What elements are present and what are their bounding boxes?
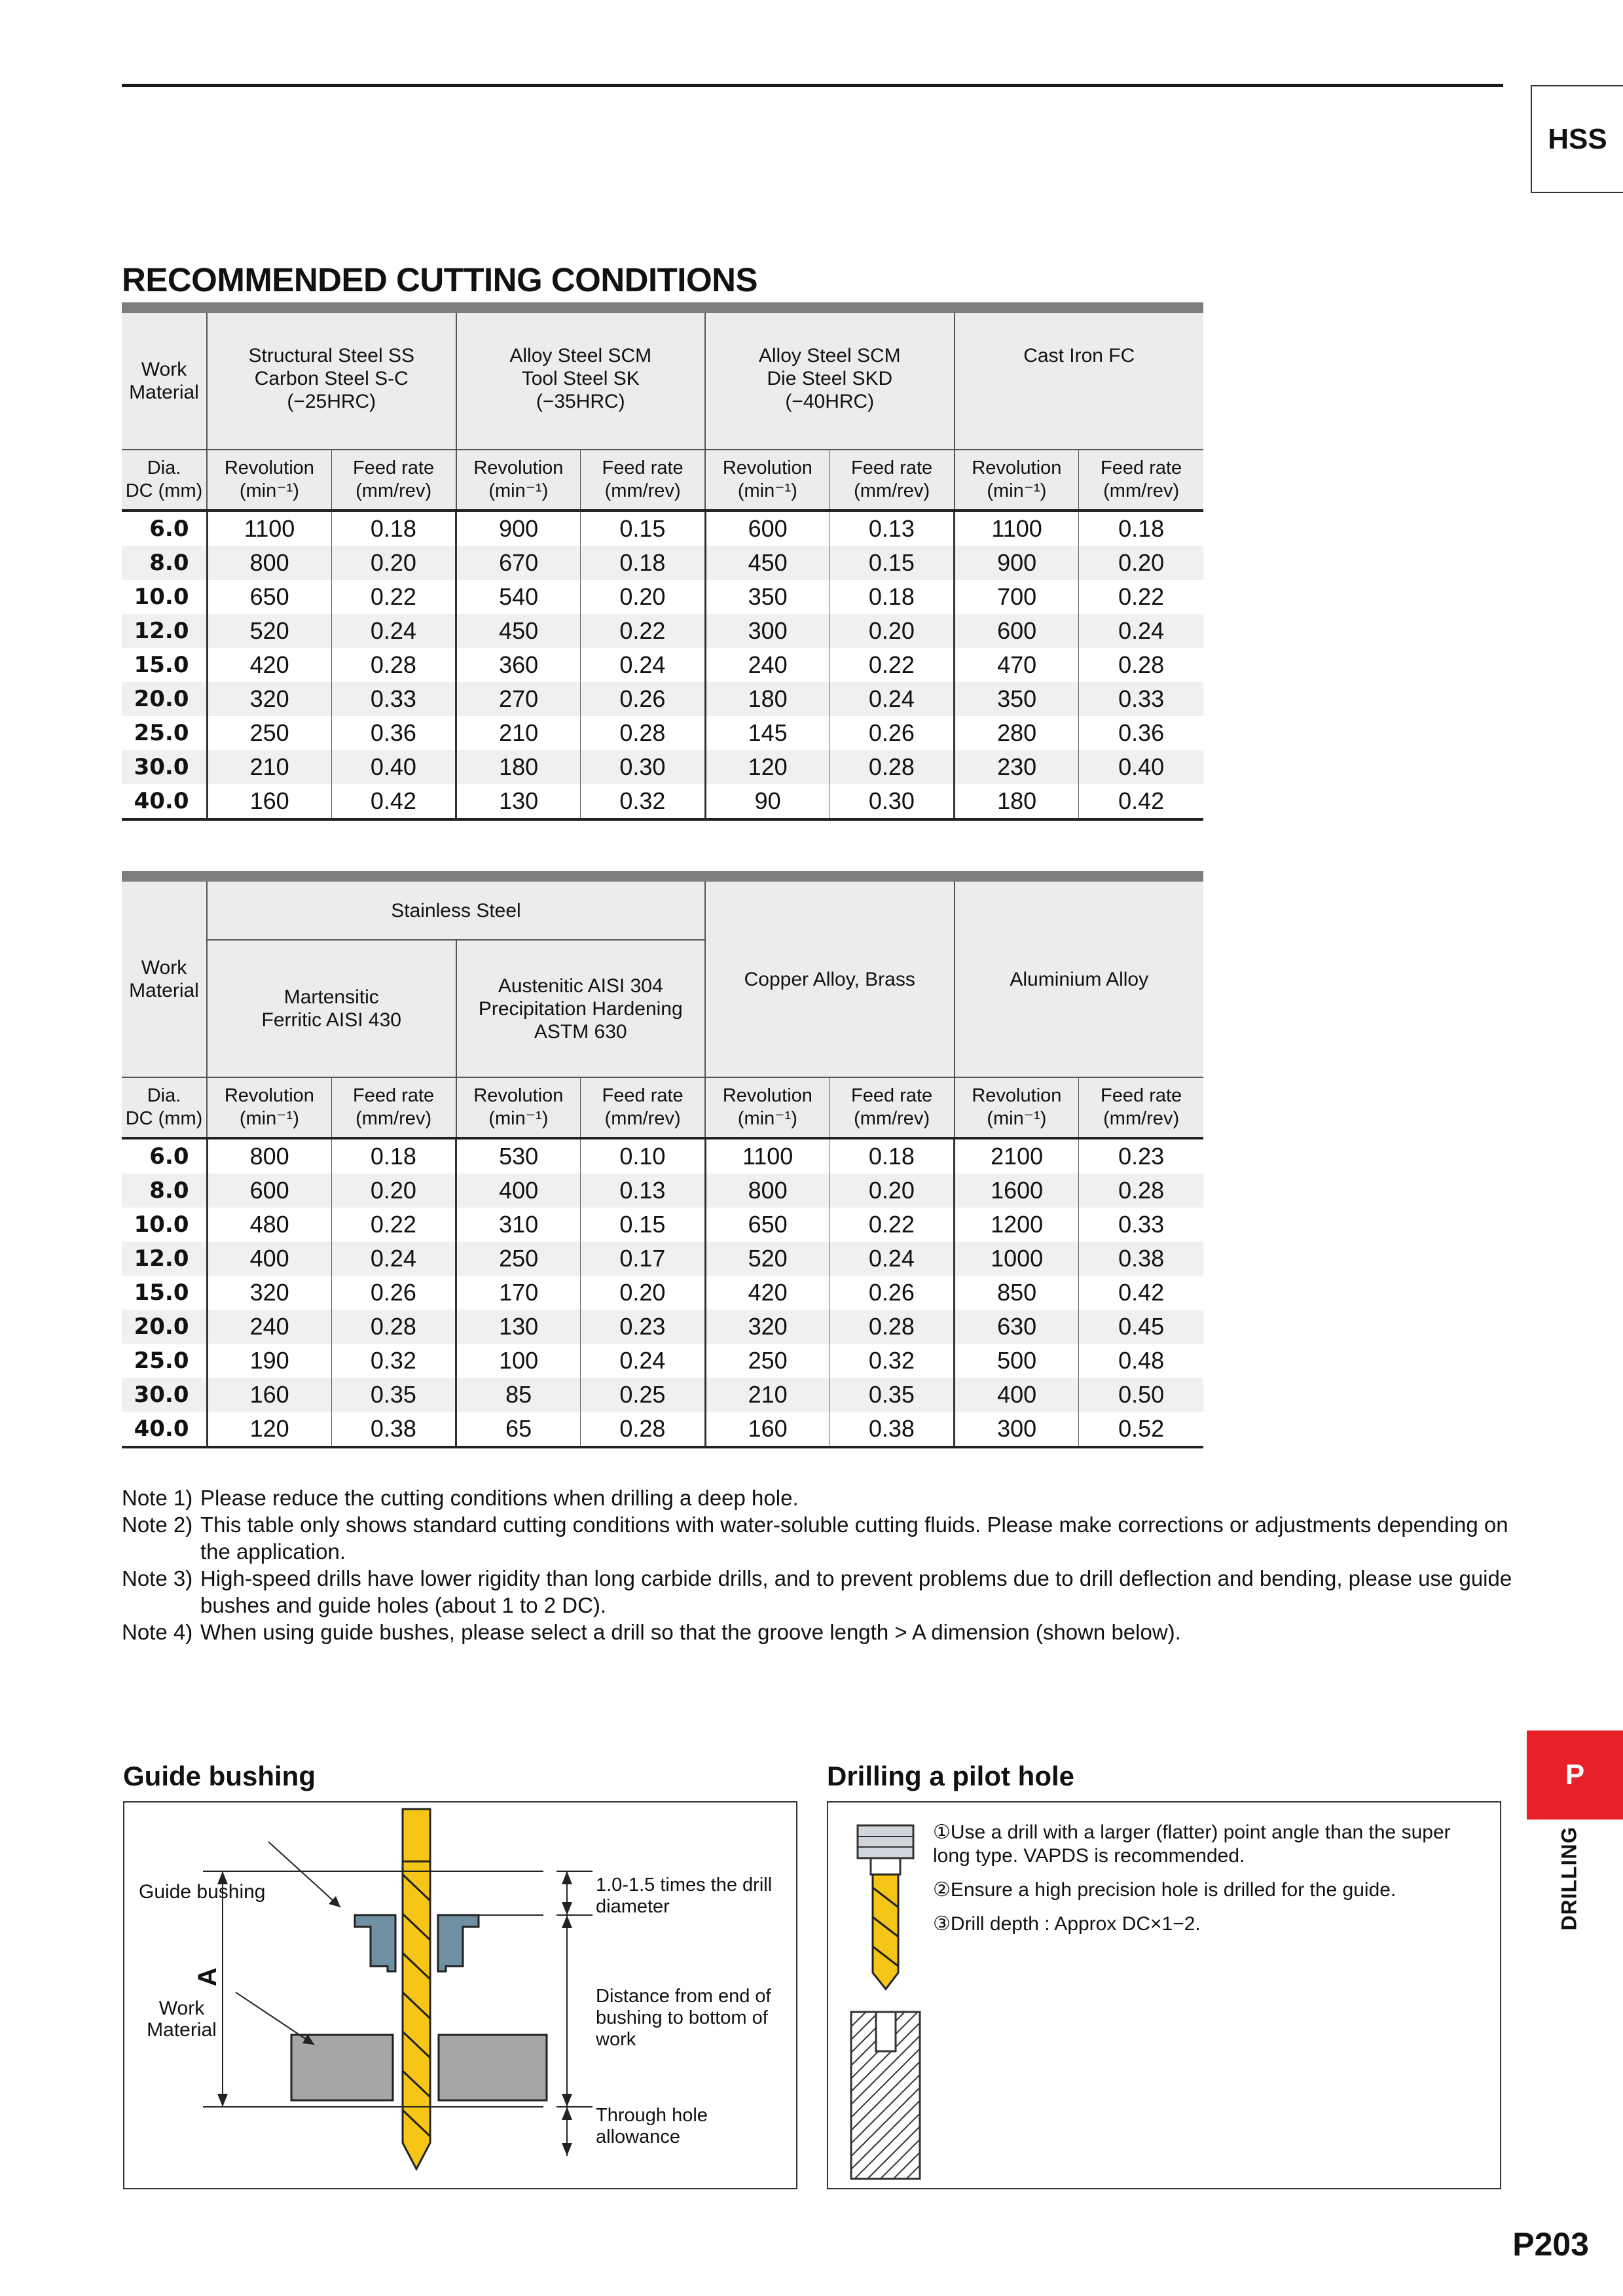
note-item	[122, 1511, 1523, 1565]
feed-rate-cell: 0.26	[331, 1276, 456, 1310]
material-group-header: Alloy Steel SCM Tool Steel SK (−35HRC)	[456, 313, 706, 450]
revolution-cell: 160	[207, 1378, 331, 1412]
dia-cell: 10.0	[122, 580, 207, 614]
revolution-cell: 850	[955, 1276, 1079, 1310]
material-group-header: Copper Alloy, Brass	[705, 882, 955, 1077]
feed-rate-cell: 0.15	[581, 1208, 705, 1242]
revolution-cell: 210	[456, 716, 581, 750]
revolution-cell: 800	[207, 546, 331, 580]
revolution-cell: 190	[207, 1344, 331, 1378]
material-group-header: Martensitic Ferritic AISI 430	[207, 940, 456, 1077]
pilot-hole	[876, 2012, 896, 2051]
table-row	[122, 1412, 1203, 1447]
feed-rate-cell: 0.22	[830, 648, 954, 682]
revolution-cell: 270	[456, 682, 581, 716]
feed-rate-cell: 0.30	[581, 750, 705, 784]
dia-cell: 8.0	[122, 546, 207, 580]
top-rule	[122, 84, 1503, 87]
feed-rate-cell: 0.18	[581, 546, 705, 580]
guide-bushing-diagram	[123, 1801, 797, 2189]
label-bushing-length: 1.0-1.5 times the drill diameter	[596, 1874, 773, 1917]
revolution-cell: 1100	[207, 511, 331, 546]
feed-rate-cell: 0.40	[331, 750, 456, 784]
feed-rate-cell: 0.20	[830, 1174, 954, 1208]
revolution-cell: 1200	[955, 1208, 1079, 1242]
revolution-cell: 85	[456, 1378, 581, 1412]
dia-cell: 6.0	[122, 1138, 207, 1174]
revolution-cell: 250	[207, 716, 331, 750]
revolution-cell: 130	[456, 1310, 581, 1344]
feed-rate-cell: 0.28	[830, 1310, 954, 1344]
table-row	[122, 1276, 1203, 1310]
feed-rate-cell: 0.10	[581, 1138, 705, 1174]
note-item	[122, 1565, 1523, 1619]
revolution-cell: 650	[207, 580, 331, 614]
dia-cell: 12.0	[122, 1242, 207, 1276]
label-through-hole: Through hole allowance	[596, 2105, 708, 2147]
feed-rate-cell: 0.24	[331, 614, 456, 648]
dia-cell: 20.0	[122, 682, 207, 716]
revolution-cell: 180	[456, 750, 581, 784]
feed-rate-cell: 0.42	[1079, 784, 1203, 819]
note-item	[122, 1619, 1523, 1645]
feed-rate-cell: 0.48	[1079, 1344, 1203, 1378]
revolution-cell: 320	[207, 682, 331, 716]
feed-rate-cell: 0.20	[331, 546, 456, 580]
drilling-text: DRILLING	[1557, 1826, 1581, 1931]
feed-rate-cell: 0.35	[830, 1378, 954, 1412]
revolution-cell: 400	[207, 1242, 331, 1276]
dia-header: Dia. DC (mm)	[122, 1077, 207, 1138]
guide-bushing-label: Guide bushing	[139, 1881, 266, 1903]
feed-rate-cell: 0.18	[830, 1138, 954, 1174]
dia-cell: 25.0	[122, 716, 207, 750]
revolution-cell: 600	[705, 511, 830, 546]
feed-rate-cell: 0.28	[581, 1412, 705, 1447]
feed-rate-cell: 0.25	[581, 1378, 705, 1412]
feed-rate-cell: 0.24	[581, 648, 705, 682]
feed-rate-cell: 0.22	[1079, 580, 1203, 614]
revolution-cell: 350	[705, 580, 830, 614]
revolution-cell: 1600	[955, 1174, 1079, 1208]
revolution-cell: 520	[207, 614, 331, 648]
material-group-header: Austenitic AISI 304 Precipitation Hardening ASTM 630	[456, 940, 706, 1077]
material-group-header: Alloy Steel SCM Die Steel SKD (−40HRC)	[705, 313, 955, 450]
feed-rate-cell: 0.20	[830, 614, 954, 648]
pilot-step-3: ③Drill depth : Approx DC×1−2.	[933, 1913, 1201, 1935]
feed-rate-cell: 0.24	[331, 1242, 456, 1276]
table-row	[122, 1344, 1203, 1378]
revolution-header: Revolution (min⁻¹)	[955, 1077, 1079, 1138]
revolution-cell: 90	[705, 784, 830, 819]
material-group-header: Aluminium Alloy	[955, 882, 1204, 1077]
note-label: Note 3)	[122, 1566, 193, 1590]
work-material-header: Work Material	[122, 882, 207, 1077]
stainless-steel-header: Stainless Steel	[207, 882, 705, 940]
dia-cell: 6.0	[122, 511, 207, 546]
revolution-cell: 145	[705, 716, 830, 750]
feed-rate-cell: 0.26	[830, 1276, 954, 1310]
revolution-cell: 160	[207, 784, 331, 819]
table-row	[122, 546, 1203, 580]
feed-rate-cell: 0.28	[331, 648, 456, 682]
table-row	[122, 580, 1203, 614]
revolution-cell: 800	[705, 1174, 830, 1208]
revolution-header: Revolution (min⁻¹)	[456, 450, 581, 511]
revolution-cell: 180	[705, 682, 830, 716]
revolution-cell: 800	[207, 1138, 331, 1174]
feed-rate-header: Feed rate (mm/rev)	[830, 450, 954, 511]
drill-shank	[403, 1809, 430, 1861]
feed-rate-header: Feed rate (mm/rev)	[1079, 450, 1203, 511]
revolution-cell: 670	[456, 546, 581, 580]
revolution-cell: 900	[955, 546, 1079, 580]
revolution-cell: 630	[955, 1310, 1079, 1344]
feed-rate-cell: 0.24	[1079, 614, 1203, 648]
feed-rate-cell: 0.23	[581, 1310, 705, 1344]
feed-rate-cell: 0.33	[1079, 1208, 1203, 1242]
dia-header: Dia. DC (mm)	[122, 450, 207, 511]
feed-rate-cell: 0.32	[331, 1344, 456, 1378]
feed-rate-cell: 0.24	[581, 1344, 705, 1378]
feed-rate-cell: 0.18	[1079, 511, 1203, 546]
feed-rate-header: Feed rate (mm/rev)	[581, 1077, 705, 1138]
revolution-cell: 900	[456, 511, 581, 546]
feed-rate-cell: 0.22	[331, 1208, 456, 1242]
feed-rate-header: Feed rate (mm/rev)	[331, 1077, 456, 1138]
feed-rate-cell: 0.45	[1079, 1310, 1203, 1344]
revolution-cell: 280	[955, 716, 1079, 750]
feed-rate-cell: 0.42	[331, 784, 456, 819]
table-row	[122, 614, 1203, 648]
work-material-label: Work Material	[147, 1998, 217, 2041]
feed-rate-cell: 0.18	[830, 580, 954, 614]
revolution-header: Revolution (min⁻¹)	[955, 450, 1079, 511]
revolution-cell: 210	[207, 750, 331, 784]
revolution-cell: 520	[705, 1242, 830, 1276]
revolution-cell: 310	[456, 1208, 581, 1242]
feed-rate-cell: 0.18	[331, 1138, 456, 1174]
table-row	[122, 648, 1203, 682]
revolution-cell: 1100	[955, 511, 1079, 546]
revolution-cell: 130	[456, 784, 581, 819]
dia-cell: 20.0	[122, 1310, 207, 1344]
dia-cell: 30.0	[122, 1378, 207, 1412]
feed-rate-cell: 0.28	[331, 1310, 456, 1344]
feed-rate-cell: 0.32	[581, 784, 705, 819]
feed-rate-cell: 0.40	[1079, 750, 1203, 784]
revolution-cell: 160	[705, 1412, 830, 1447]
table-row	[122, 716, 1203, 750]
table-row	[122, 511, 1203, 546]
table-top-bar	[122, 871, 1203, 882]
dia-cell: 25.0	[122, 1344, 207, 1378]
dimension-a-label: A	[192, 1967, 222, 1986]
table-row	[122, 1310, 1203, 1344]
dia-cell: 12.0	[122, 614, 207, 648]
chuck	[858, 1825, 913, 1858]
revolution-cell: 700	[955, 580, 1079, 614]
table-row	[122, 1174, 1203, 1208]
feed-rate-cell: 0.15	[830, 546, 954, 580]
revolution-cell: 400	[955, 1378, 1079, 1412]
revolution-cell: 650	[705, 1208, 830, 1242]
revolution-header: Revolution (min⁻¹)	[207, 1077, 331, 1138]
revolution-header: Revolution (min⁻¹)	[705, 450, 830, 511]
revolution-cell: 240	[705, 648, 830, 682]
revolution-cell: 350	[955, 682, 1079, 716]
dia-cell: 40.0	[122, 1412, 207, 1447]
feed-rate-cell: 0.20	[581, 1276, 705, 1310]
section-tab-p: P	[1527, 1731, 1623, 1820]
material-group-header: Structural Steel SS Carbon Steel S-C (−25HRC)	[207, 313, 456, 450]
revolution-cell: 420	[207, 648, 331, 682]
pilot-step-2: ②Ensure a high precision hole is drilled for the guide.	[933, 1879, 1396, 1901]
revolution-cell: 230	[955, 750, 1079, 784]
revolution-cell: 530	[456, 1138, 581, 1174]
revolution-cell: 120	[207, 1412, 331, 1447]
notes	[122, 1484, 1523, 1645]
feed-rate-cell: 0.50	[1079, 1378, 1203, 1412]
revolution-cell: 420	[705, 1276, 830, 1310]
cutting-conditions-table-2	[122, 871, 1203, 1448]
note-text: Please reduce the cutting conditions when drilling a deep hole.	[200, 1486, 799, 1510]
revolution-cell: 210	[705, 1378, 830, 1412]
table-row	[122, 750, 1203, 784]
pilot-hole-title: Drilling a pilot hole	[827, 1761, 1074, 1791]
feed-rate-cell: 0.23	[1079, 1138, 1203, 1174]
table-row	[122, 1138, 1203, 1174]
hss-tab: HSS	[1531, 85, 1623, 193]
revolution-cell: 600	[207, 1174, 331, 1208]
dia-cell: 8.0	[122, 1174, 207, 1208]
table-row	[122, 1242, 1203, 1276]
feed-rate-cell: 0.28	[1079, 648, 1203, 682]
work-block-left	[291, 2035, 393, 2100]
guide-bushing-title: Guide bushing	[123, 1761, 316, 1791]
feed-rate-cell: 0.30	[830, 784, 954, 819]
feed-rate-cell: 0.33	[1079, 682, 1203, 716]
note-item	[122, 1484, 1523, 1511]
feed-rate-cell: 0.13	[830, 511, 954, 546]
feed-rate-cell: 0.26	[830, 716, 954, 750]
dia-cell: 10.0	[122, 1208, 207, 1242]
revolution-cell: 100	[456, 1344, 581, 1378]
feed-rate-header: Feed rate (mm/rev)	[331, 450, 456, 511]
note-text: High-speed drills have lower rigidity than long carbide drills, and to prevent problems due to drill deflection and bending, please use guide bushes and guide holes (about 1 to 2 DC).	[200, 1566, 1512, 1617]
feed-rate-cell: 0.33	[331, 682, 456, 716]
work-block-right	[439, 2035, 547, 2100]
feed-rate-cell: 0.20	[1079, 546, 1203, 580]
feed-rate-cell: 0.38	[1079, 1242, 1203, 1276]
revolution-cell: 1000	[955, 1242, 1079, 1276]
revolution-cell: 400	[456, 1174, 581, 1208]
revolution-header: Revolution (min⁻¹)	[705, 1077, 830, 1138]
note-text: When using guide bushes, please select a drill so that the groove length > A dimension (shown below).	[200, 1620, 1181, 1644]
material-group-header: Cast Iron FC	[955, 313, 1204, 450]
note-label: Note 1)	[122, 1486, 193, 1510]
work-material-header: Work Material	[122, 313, 207, 450]
revolution-cell: 1100	[705, 1138, 830, 1174]
feed-rate-cell: 0.22	[331, 580, 456, 614]
revolution-cell: 300	[705, 614, 830, 648]
table-row	[122, 1378, 1203, 1412]
feed-rate-header: Feed rate (mm/rev)	[581, 450, 705, 511]
note-label: Note 2)	[122, 1513, 193, 1537]
revolution-cell: 450	[705, 546, 830, 580]
revolution-cell: 250	[456, 1242, 581, 1276]
revolution-header: Revolution (min⁻¹)	[456, 1077, 581, 1138]
feed-rate-cell: 0.15	[581, 511, 705, 546]
section-label-drilling	[1558, 1826, 1580, 1931]
feed-rate-cell: 0.26	[581, 682, 705, 716]
table-row	[122, 784, 1203, 819]
dia-cell: 30.0	[122, 750, 207, 784]
feed-rate-cell: 0.35	[331, 1378, 456, 1412]
revolution-cell: 600	[955, 614, 1079, 648]
revolution-cell: 500	[955, 1344, 1079, 1378]
feed-rate-cell: 0.22	[581, 614, 705, 648]
pilot-step-1: ①Use a drill with a larger (flatter) point angle than the super long type. VAPDS is recommended.	[933, 1821, 1451, 1867]
bushing-right	[438, 1915, 479, 1971]
feed-rate-cell: 0.36	[331, 716, 456, 750]
dia-cell: 15.0	[122, 648, 207, 682]
feed-rate-cell: 0.28	[581, 716, 705, 750]
cutting-conditions-table-1	[122, 302, 1203, 821]
feed-rate-cell: 0.28	[1079, 1174, 1203, 1208]
revolution-cell: 250	[705, 1344, 830, 1378]
feed-rate-cell: 0.22	[830, 1208, 954, 1242]
table-row	[122, 682, 1203, 716]
feed-rate-cell: 0.52	[1079, 1412, 1203, 1447]
feed-rate-cell: 0.17	[581, 1242, 705, 1276]
dia-cell: 40.0	[122, 784, 207, 819]
feed-rate-cell: 0.38	[331, 1412, 456, 1447]
feed-rate-cell: 0.20	[581, 580, 705, 614]
label-distance: Distance from end of bushing to bottom of work	[596, 1986, 771, 2050]
table-row	[122, 1208, 1203, 1242]
feed-rate-header: Feed rate (mm/rev)	[830, 1077, 954, 1138]
revolution-cell: 170	[456, 1276, 581, 1310]
feed-rate-header: Feed rate (mm/rev)	[1079, 1077, 1203, 1138]
revolution-cell: 240	[207, 1310, 331, 1344]
revolution-cell: 360	[456, 648, 581, 682]
feed-rate-cell: 0.20	[331, 1174, 456, 1208]
revolution-cell: 470	[955, 648, 1079, 682]
revolution-cell: 65	[456, 1412, 581, 1447]
revolution-cell: 120	[705, 750, 830, 784]
feed-rate-cell: 0.24	[830, 1242, 954, 1276]
note-text: This table only shows standard cutting conditions with water-soluble cutting fluids. Please make corrections or adjustments depending on the application.	[200, 1513, 1508, 1564]
feed-rate-cell: 0.13	[581, 1174, 705, 1208]
feed-rate-cell: 0.24	[830, 682, 954, 716]
feed-rate-cell: 0.18	[331, 511, 456, 546]
feed-rate-cell: 0.36	[1079, 716, 1203, 750]
feed-rate-cell: 0.42	[1079, 1276, 1203, 1310]
revolution-cell: 300	[955, 1412, 1079, 1447]
page-number: P203	[1512, 2226, 1589, 2263]
revolution-cell: 2100	[955, 1138, 1079, 1174]
revolution-cell: 320	[207, 1276, 331, 1310]
page-title: RECOMMENDED CUTTING CONDITIONS	[122, 261, 757, 298]
table-top-bar	[122, 302, 1203, 313]
feed-rate-cell: 0.38	[830, 1412, 954, 1447]
dia-cell: 15.0	[122, 1276, 207, 1310]
revolution-cell: 540	[456, 580, 581, 614]
revolution-header: Revolution (min⁻¹)	[207, 450, 331, 511]
revolution-cell: 480	[207, 1208, 331, 1242]
revolution-cell: 320	[705, 1310, 830, 1344]
feed-rate-cell: 0.32	[830, 1344, 954, 1378]
feed-rate-cell: 0.28	[830, 750, 954, 784]
revolution-cell: 180	[955, 784, 1079, 819]
revolution-cell: 450	[456, 614, 581, 648]
bushing-left	[355, 1915, 395, 1971]
note-label: Note 4)	[122, 1620, 193, 1644]
